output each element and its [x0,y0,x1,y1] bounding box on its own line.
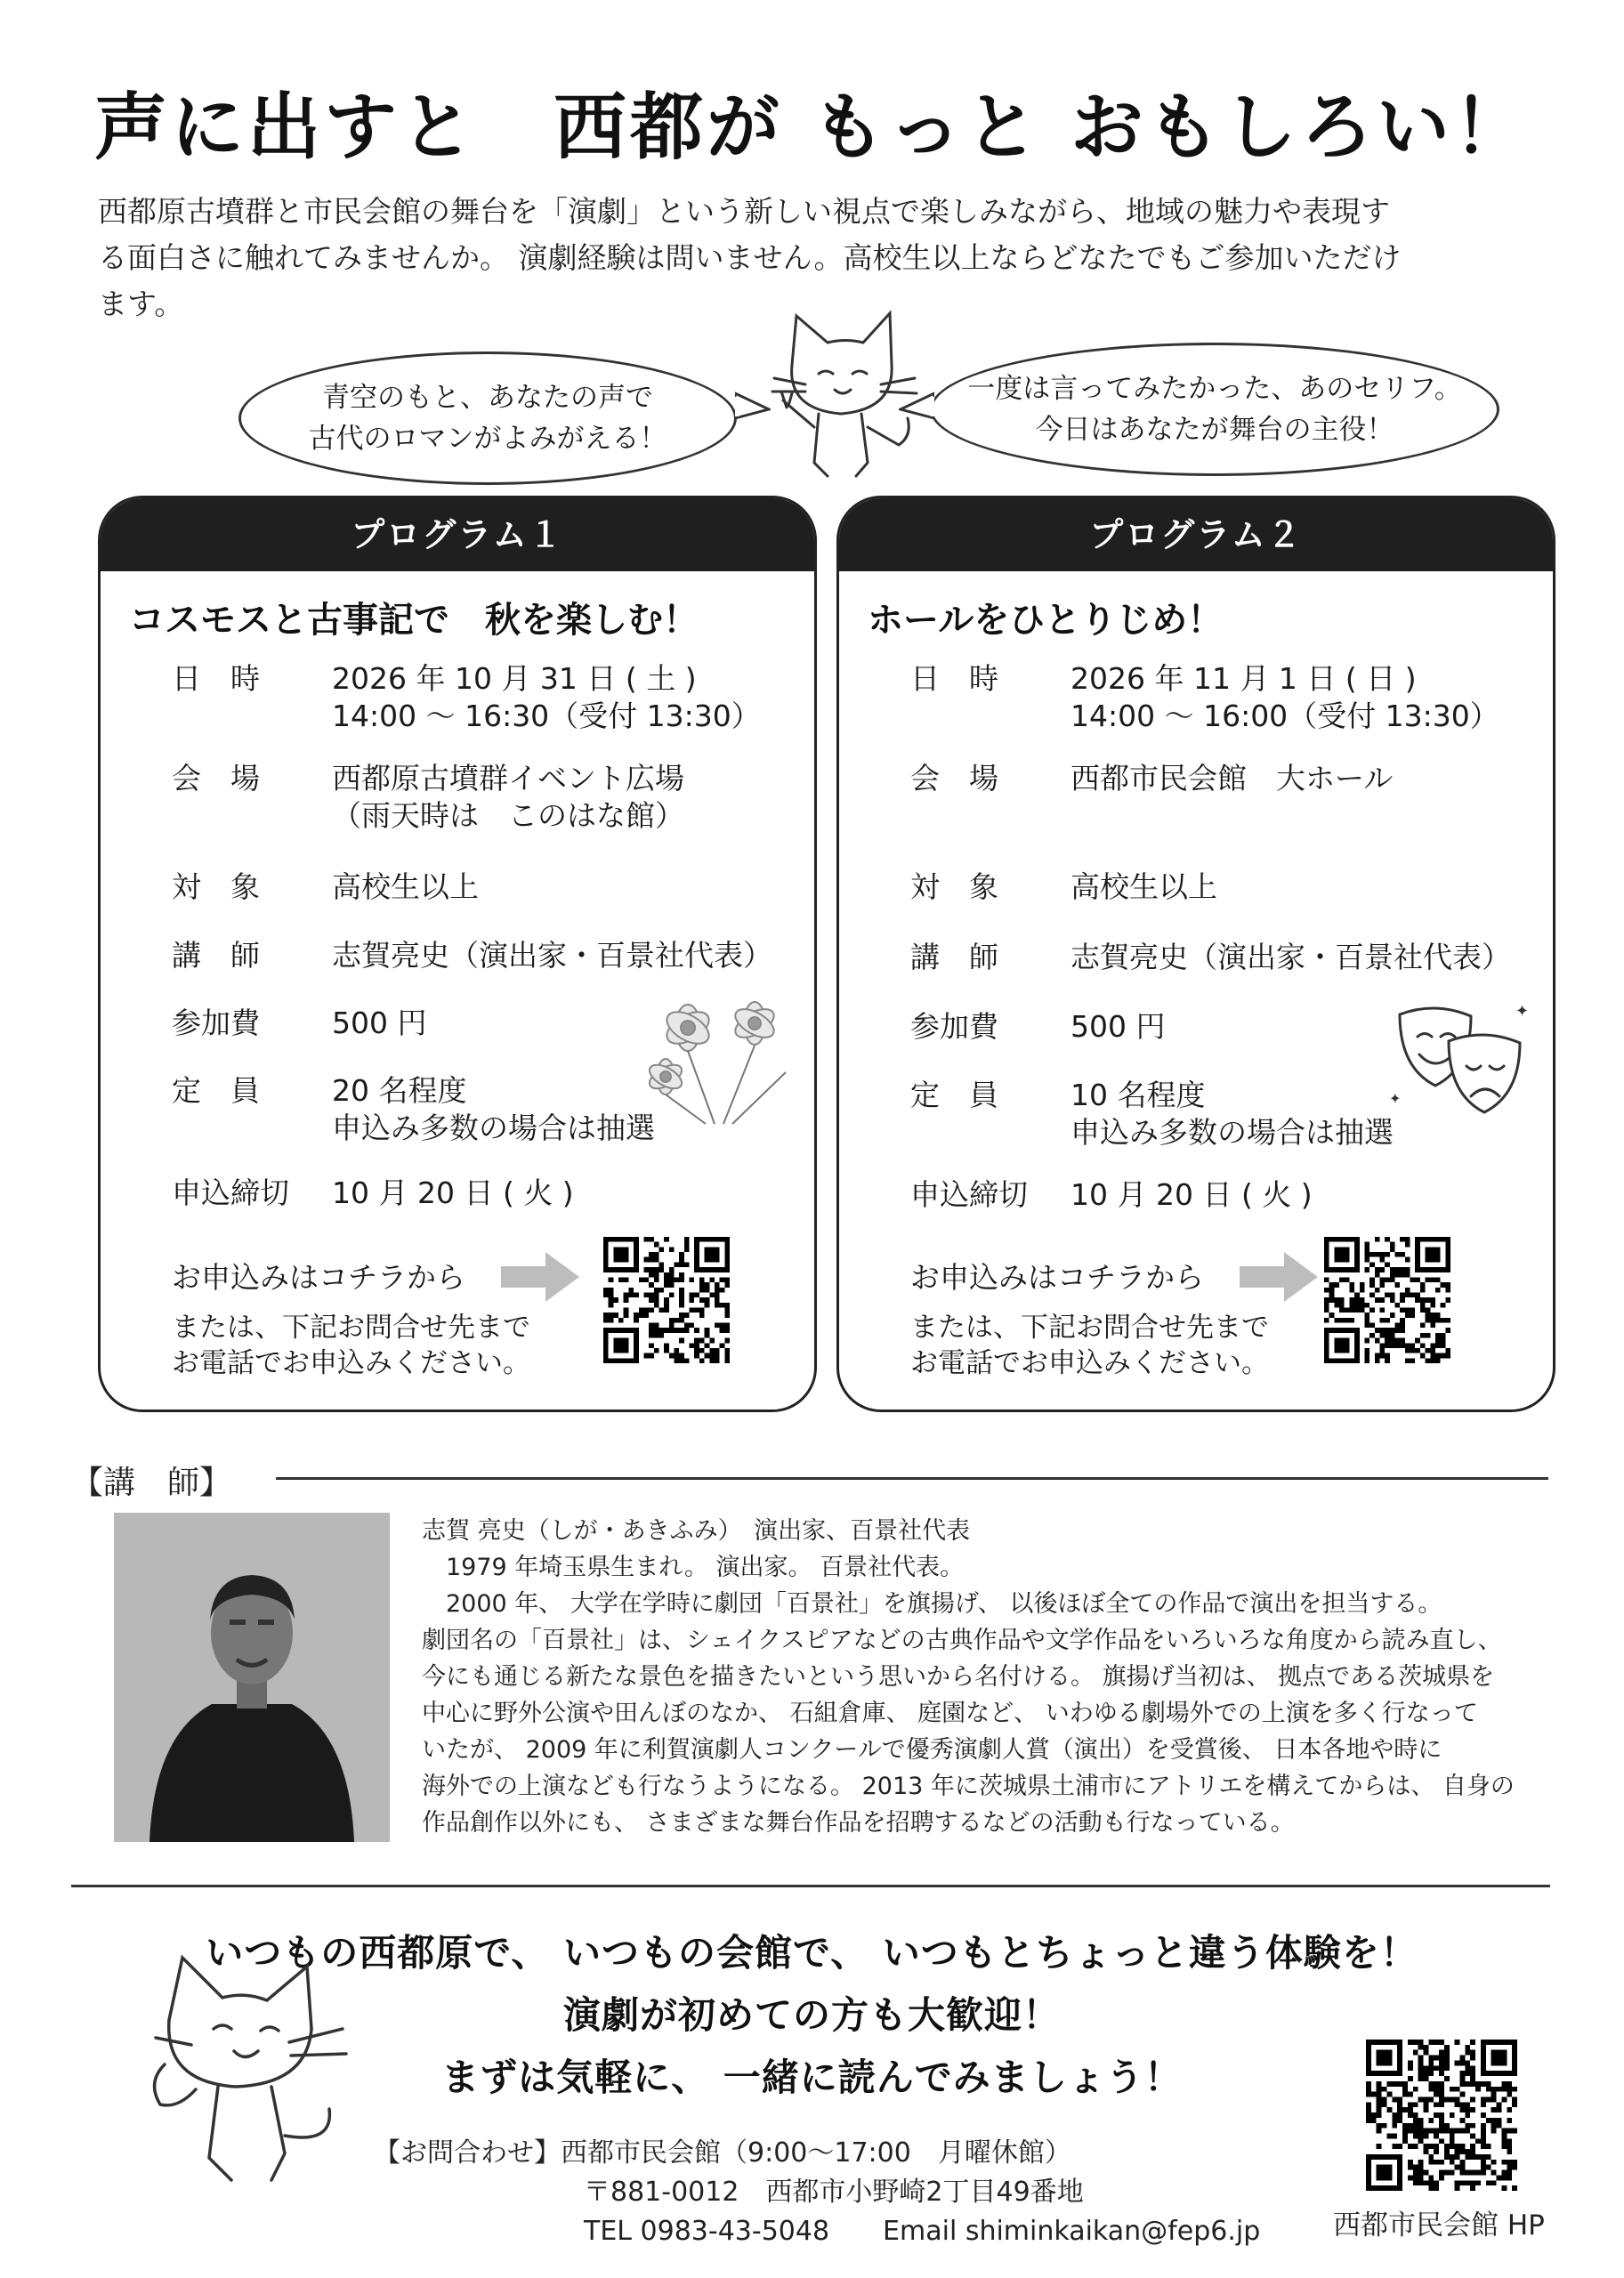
qr-code-homepage[interactable] [1366,2040,1517,2194]
detail-value: 500 円 [332,1006,427,1040]
inquiry-line: TEL 0983-43-5048 Email shiminkaikan@fep6.jp [584,2216,1261,2247]
detail-value: 高校生以上 [332,869,479,904]
section-divider [71,1885,1550,1887]
person-silhouette-icon [114,1513,390,1842]
detail-label: 参加費 [910,1009,998,1044]
homepage-label: 西都市民会館 HP [1333,2209,1545,2242]
detail-label: 申込締切 [910,1177,1028,1212]
detail-line: 14:00 ～ 16:00（受付 13:30） [1071,699,1499,733]
bubble-line: 古代のロマンがよみがえる！ [308,423,667,455]
qr-code-icon [603,1237,730,1363]
bio-line: 作品創作以外にも、 さまざまな舞台作品を招聘するなどの活動も行なっている。 [422,1809,1295,1837]
detail-label: 日 時 [910,661,998,696]
program-card-1 [98,496,817,1412]
note-line: お電話でお申込みください。 [172,1347,530,1379]
qr-code-program-1[interactable] [603,1237,730,1367]
theater-masks-icon [1382,997,1533,1121]
detail-value: 高校生以上 [1071,869,1217,904]
detail-label: 対 象 [172,869,260,904]
detail-value: 志賀亮史（演出家・百景社代表） [1071,940,1511,974]
qr-code-icon [1366,2040,1517,2191]
speech-bubble-right [930,343,1499,476]
program-header: プログラム２ [839,498,1553,571]
bio-line: 1979 年埼玉県生まれ。 演出家。 百景社代表。 [422,1554,965,1581]
detail-value [332,760,812,835]
detail-value [332,660,812,735]
speech-bubble-left [238,351,737,485]
intro-line: 西都原古墳群と市民会館の舞台を「演劇」という新しい視点で楽しみながら、地域の魅力や表現す [98,194,1390,229]
bio-line: 今にも通じる新たな景色を描きたいという思いから名付ける。 旗揚げ当初は、 拠点である茨城県を [422,1663,1495,1691]
slogan-line: いつもの西都原で、 いつもの会館で、 いつもとちょっと違う体験を！ [206,1931,1418,1975]
bio-line: 劇団名の「百景社」は、シェイクスピアなどの古典作品や文学作品をいろいろな角度から読み直し、 [422,1627,1502,1654]
cat-mascot-icon [756,303,925,489]
detail-line: 2026 年 11 月 1 日 ( 日 ) [1071,661,1417,696]
detail-line: 14:00 ～ 16:30（受付 13:30） [332,699,761,733]
lecturer-heading: 【講 師】 [71,1465,232,1501]
apply-prompt: お申込みはコチラから [172,1260,465,1295]
program-card-2 [836,496,1555,1412]
bubble-line: 一度は言ってみたかった、あのセリフ。 [967,373,1462,405]
detail-line: 2026 年 10 月 31 日 ( 土 ) [332,661,697,696]
program-header: プログラム１ [101,498,814,571]
detail-value [1071,660,1551,735]
program-title: ホールをひとりじめ！ [868,600,1224,641]
bio-line: 中心に野外公演や田んぼのなか、 石組倉庫、 庭園など、 いわゆる劇場外での上演を多く行なって [422,1700,1478,1727]
svg-text:✦: ✦ [1389,1090,1402,1107]
arrow-right-icon [1240,1250,1320,1304]
detail-label: 会 場 [172,761,260,796]
inquiry-block [374,2134,1260,2251]
bubble-line: 今日はあなたが舞台の主役！ [1035,414,1394,446]
detail-value: 10 月 20 日 ( 火 ) [332,1175,574,1210]
intro-line: ます。 [98,287,184,321]
detail-line: （雨天時は このはな館） [332,798,684,833]
svg-text:✦: ✦ [1515,1002,1530,1021]
detail-label: 日 時 [172,661,260,696]
note-line: または、下記お問合せ先まで [910,1312,1269,1344]
arrow-right-icon [501,1250,581,1304]
note-line: または、下記お問合せ先まで [172,1312,530,1344]
detail-line: 20 名程度 [332,1073,467,1108]
lecturer-bio [422,1513,1579,1841]
detail-label: 参加費 [172,1006,260,1040]
detail-line: 西都原古墳群イベント広場 [332,761,684,796]
detail-label: 講 師 [172,938,260,973]
detail-label: 対 象 [910,869,998,904]
bubble-line: 青空のもと、あなたの声で [322,382,653,414]
phone-apply-note [172,1310,530,1381]
bio-line: いたが、 2009 年に利賀演劇人コンクールで優秀演劇人賞（演出）を受賞後、 日本各地や時に [422,1736,1442,1764]
note-line: お電話でお申込みください。 [910,1347,1269,1379]
intro-line: る面白さに触れてみませんか。 演劇経験は問いません。高校生以上ならどなたでもご参加いただけ [98,240,1402,275]
detail-value: 500 円 [1071,1009,1166,1044]
cat-mascot-icon [129,1931,360,2198]
section-divider [276,1477,1548,1480]
qr-code-icon [1324,1237,1450,1363]
detail-label: 申込締切 [172,1175,289,1210]
phone-apply-note [910,1310,1269,1381]
detail-label: 会 場 [910,761,998,796]
detail-line: 申込み多数の場合は抽選 [1071,1115,1394,1150]
qr-code-program-2[interactable] [1324,1237,1450,1367]
bio-line: 志賀 亮史（しが・あきふみ） 演出家、百景社代表 [422,1517,971,1545]
detail-label: 講 師 [910,940,998,974]
slogan-line: 演劇が初めての方も大歓迎！ [562,1993,1061,2037]
detail-value: 西都市民会館 大ホール [1071,761,1394,796]
inquiry-line: 〒881-0012 西都市小野崎2丁目49番地 [584,2177,1084,2208]
slogan-line: まずは気軽に、 一緒に読んでみましょう！ [441,2056,1183,2099]
page-title: 声に出すと 西都が もっと おもしろい！ [93,85,1531,170]
bio-line: 海外での上演なども行なうようになる。 2013 年に茨城県土浦市にアトリエを構えてからは、 自身の [422,1773,1515,1800]
detail-line: 10 名程度 [1071,1078,1206,1112]
detail-label: 定 員 [172,1073,260,1108]
apply-prompt: お申込みはコチラから [910,1260,1204,1295]
lecturer-photo [114,1513,390,1842]
detail-value: 10 月 20 日 ( 火 ) [1071,1177,1313,1212]
detail-value: 志賀亮史（演出家・百景社代表） [332,938,772,973]
detail-line: 申込み多数の場合は抽選 [332,1111,655,1145]
bio-line: 2000 年、 大学在学時に劇団「百景社」を旗揚げ、 以後ほぼ全ての作品で演出を担当する。 [422,1590,1442,1618]
inquiry-line: 【お問合わせ】西都市民会館（9:00～17:00 月曜休館） [374,2137,1071,2169]
cosmos-flower-icon [634,992,812,1126]
program-title: コスモスと古事記で 秋を楽しむ！ [129,600,699,641]
detail-label: 定 員 [910,1078,998,1112]
